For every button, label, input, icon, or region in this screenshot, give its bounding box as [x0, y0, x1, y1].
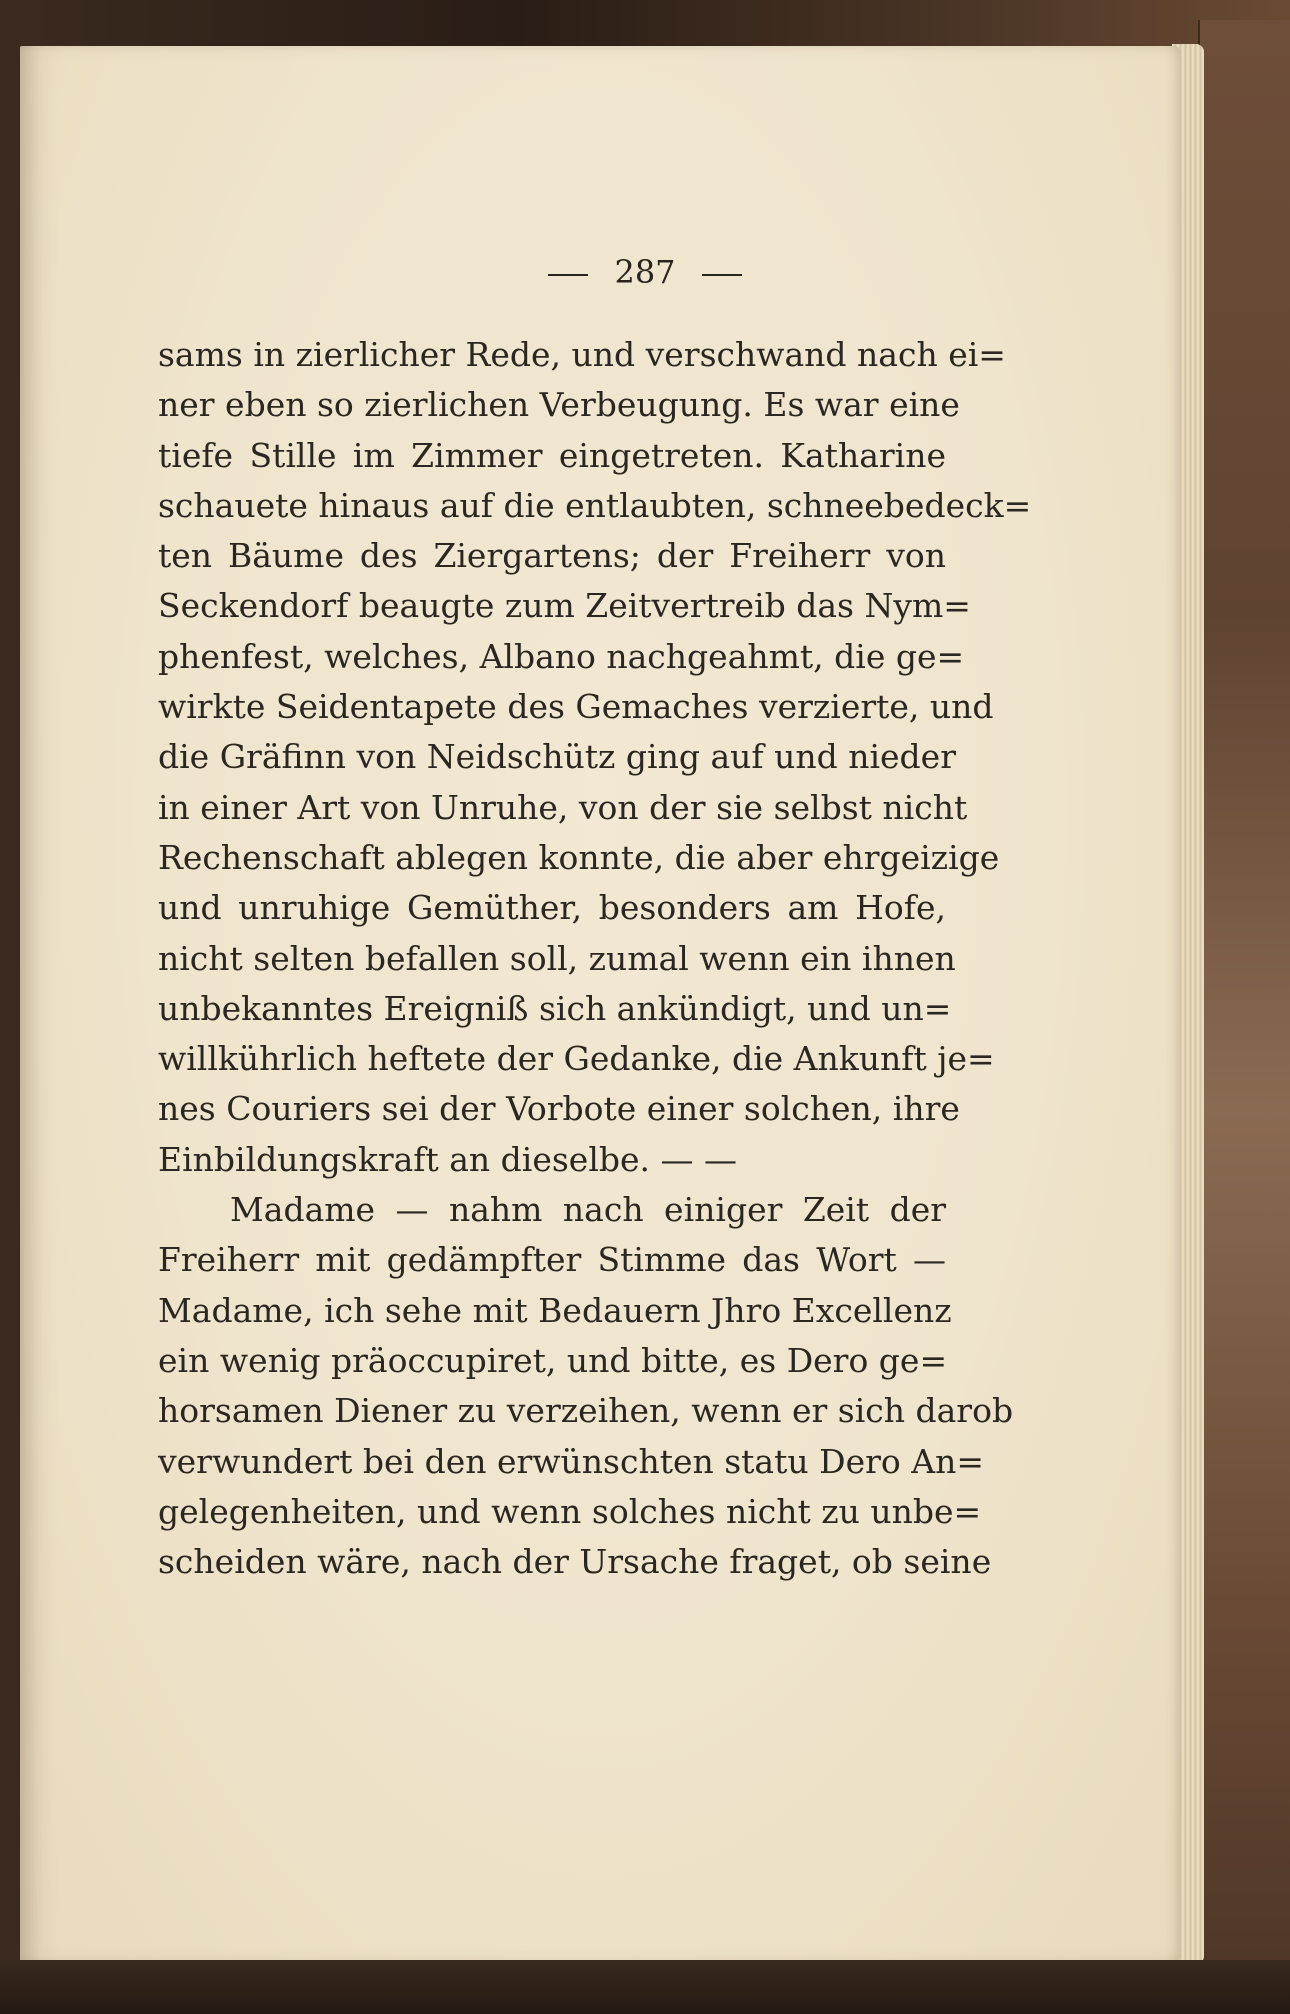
header-dash-right [702, 274, 742, 276]
text-line: sams in zierlicher Rede, und verschwand nach ei= [158, 335, 1006, 374]
text-line: willkührlich heftete der Gedanke, die Ankunft je= [158, 1039, 995, 1079]
text-line: wirkte Seidentapete des Gemaches verzierte, und [158, 687, 994, 727]
text-line: Einbildungskraft an dieselbe. — — [158, 1139, 737, 1179]
text-line: ner eben so zierlichen Verbeugung. Es war eine [158, 385, 960, 425]
text-line: ein wenig präoccupiret, und bitte, es Dero ge= [158, 1340, 948, 1380]
text-line: gelegenheiten, und wenn solches nicht zu unbe= [158, 1491, 982, 1531]
text-line: nicht selten befallen soll, zumal wenn ein ihnen [158, 938, 956, 978]
text-line: ten Bäume des Ziergartens; der Freiherr von [158, 536, 946, 576]
text-line: Madame — nahm nach einiger Zeit der [230, 1190, 946, 1230]
text-line: schauete hinaus auf die entlaubten, schneebedeck= [158, 485, 1032, 525]
book-cover-bottom [0, 1960, 1290, 2014]
text-line: unbekanntes Ereigniß sich ankündigt, und un= [158, 988, 952, 1028]
text-line: Seckendorf beaugte zum Zeitvertreib das Nym= [158, 586, 971, 626]
text-line: nes Couriers sei der Vorbote einer solchen, ihre [158, 1089, 960, 1129]
text-line: verwundert bei den erwünschten statu Dero An= [158, 1441, 984, 1481]
page-number: 287 [614, 253, 676, 291]
book-cover-board [1198, 20, 1290, 2000]
body-text [158, 330, 1032, 1587]
text-line: und unruhige Gemüther, besonders am Hofe, [158, 888, 946, 928]
text-line: Rechenschaft ablegen konnte, die aber ehrgeizige [158, 837, 1000, 877]
text-line: horsamen Diener zu verzeihen, wenn er sich darob [158, 1391, 1014, 1431]
page-header [0, 252, 1290, 292]
header-dash-left [548, 274, 588, 276]
text-line: die Gräfinn von Neidschütz ging auf und nieder [158, 737, 956, 777]
text-line: tiefe Stille im Zimmer eingetreten. Katharine [158, 435, 946, 475]
text-line: Freiherr mit gedämpfter Stimme das Wort — [158, 1240, 946, 1280]
text-line: phenfest, welches, Albano nachgeahmt, die ge= [158, 636, 965, 676]
text-line: Madame, ich sehe mit Bedauern Jhro Excellenz [158, 1290, 952, 1330]
text-line: scheiden wäre, nach der Ursache fraget, ob seine [158, 1542, 992, 1582]
text-line: in einer Art von Unruhe, von der sie selbst nicht [158, 787, 968, 827]
